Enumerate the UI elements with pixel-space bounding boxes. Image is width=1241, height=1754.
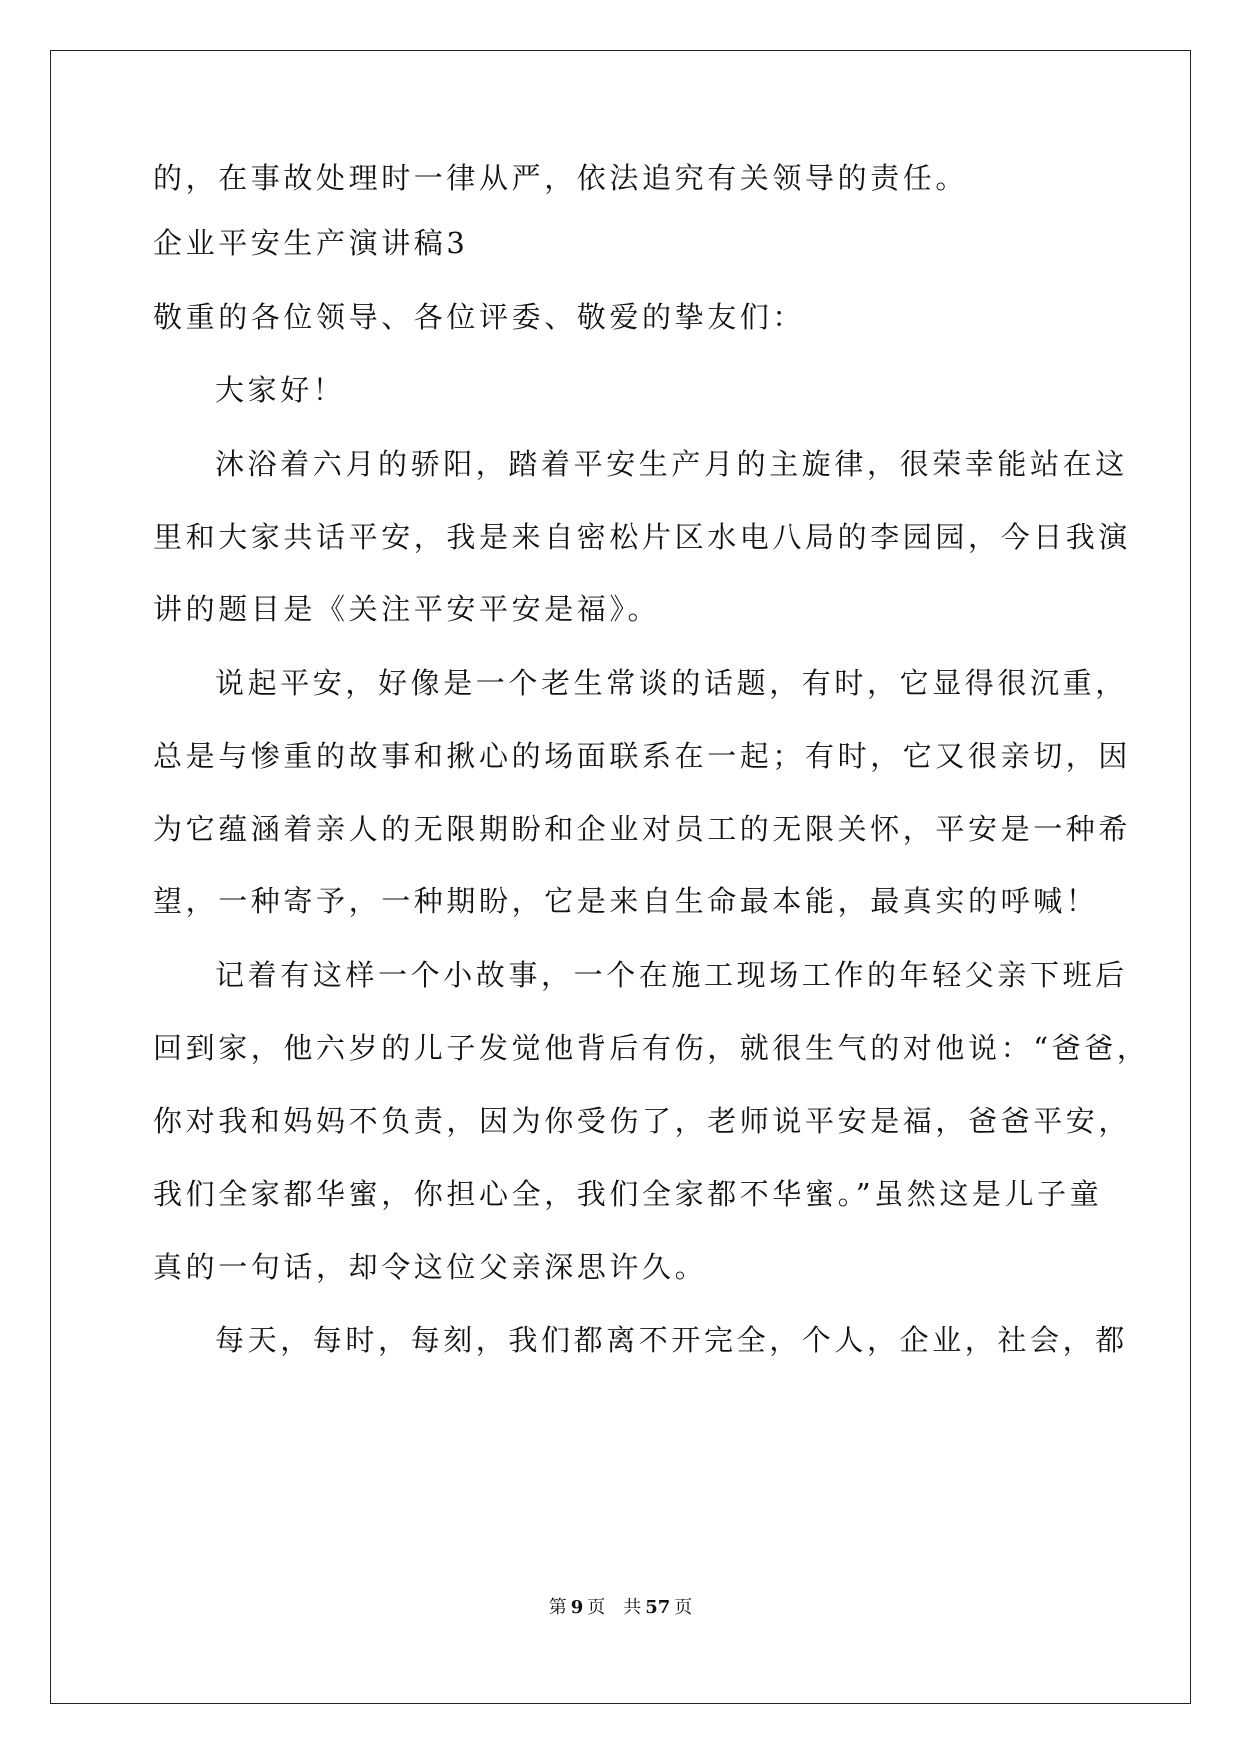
body-line-17: 每天，每时，每刻，我们都离不开完全，个人，企业，社会，都: [215, 1323, 1128, 1357]
body-line-11: 望，一种寄予，一种期盼，它是来自生命最本能，最真实的呼喊！: [153, 884, 1099, 918]
footer-suffix: 页: [674, 1597, 693, 1618]
body-line-16: 真的一句话，却令这位父亲深思许久。: [153, 1250, 708, 1284]
body-line-6: 里和大家共话平安，我是来自密松片区水电八局的李园园，今日我演: [153, 520, 1132, 554]
body-line-9: 总是与惨重的故事和揪心的场面联系在一起；有时，它又很亲切，因: [153, 739, 1132, 773]
body-line-14: 你对我和妈妈不负责，因为你受伤了，老师说平安是福，爸爸平安，: [153, 1104, 1132, 1138]
footer-mid: 页 共: [587, 1597, 642, 1618]
body-line-13: 回到家，他六岁的儿子发觉他背后有伤，就很生气的对他说：“爸爸，: [153, 1031, 1150, 1065]
section-heading: 企业平安生产演讲稿3: [153, 226, 469, 260]
body-line-7: 讲的题目是《关注平安平安是福》。: [153, 592, 661, 626]
body-line-12: 记着有这样一个小故事，一个在施工现场工作的年轻父亲下班后: [215, 958, 1128, 992]
body-line-10: 为它蕴涵着亲人的无限期盼和企业对员工的无限关怀，平安是一种希: [153, 812, 1132, 846]
greeting: 大家好！: [215, 373, 346, 407]
body-line-1: 的，在事故处理时一律从严，依法追究有关领导的责任。: [153, 161, 969, 195]
footer-prefix: 第: [548, 1597, 567, 1618]
salutation: 敬重的各位领导、各位评委、敬爱的挚友们：: [153, 300, 806, 334]
page-footer: [0, 1596, 1241, 1620]
body-line-15: 我们全家都华蜜，你担心全，我们全家都不华蜜。”虽然这是儿子童: [153, 1177, 1103, 1211]
body-line-8: 说起平安，好像是一个老生常谈的话题，有时，它显得很沉重，: [215, 666, 1128, 700]
page-total: 57: [645, 1597, 671, 1618]
page-current: 9: [570, 1597, 584, 1618]
body-line-5: 沐浴着六月的骄阳，踏着平安生产月的主旋律，很荣幸能站在这: [215, 447, 1128, 481]
